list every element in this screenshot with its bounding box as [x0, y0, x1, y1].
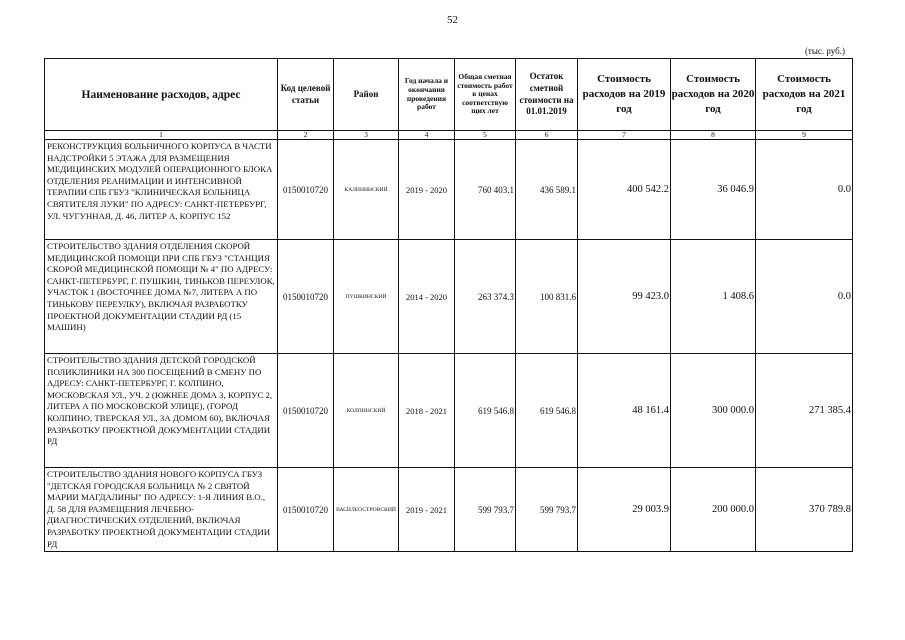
total-cost: 619 546.8: [455, 354, 516, 468]
table-row: [45, 354, 853, 468]
header-row: [45, 59, 853, 131]
header-district: Район: [334, 59, 399, 131]
column-number: 9: [756, 131, 853, 140]
column-number: 6: [516, 131, 578, 140]
cost-2020: 1 408.6: [671, 240, 756, 354]
work-years: 2014 - 2020: [399, 240, 455, 354]
expense-name: СТРОИТЕЛЬСТВО ЗДАНИЯ НОВОГО КОРПУСА ГБУЗ "ДЕТСКАЯ ГОРОДСКАЯ БОЛЬНИЦА № 2 СВЯТОЙ МАРИИ МАГДАЛИНЫ" ПО АДРЕСУ: 1-Я ЛИНИЯ В.О., Д. 58 ДЛЯ РАЗМЕЩЕНИЯ ЛЕЧЕБНО-ДИАГНОСТИЧЕСКИХ ОТДЕЛЕНИЙ, ВКЛЮЧАЯ РАЗРАБОТКУ ПРОЕКТНОЙ ДОКУМЕНТАЦИИ СТАДИИ РД: [45, 468, 278, 552]
expense-name: СТРОИТЕЛЬСТВО ЗДАНИЯ ОТДЕЛЕНИЯ СКОРОЙ МЕДИЦИНСКОЙ ПОМОЩИ ПРИ СПБ ГБУЗ "СТАНЦИЯ СКОРОЙ МЕДИЦИНСКОЙ ПОМОЩИ № 4" ПО АДРЕСУ: САНКТ-ПЕТЕРБУРГ, Г. ПУШКИН, ТИНЬКОВ ПЕРЕУЛОК, УЧАСТОК 1 (ВОСТОЧНЕЕ ДОМА №7, ЛИТЕРА А ПО ТИНЬКОВУ ПЕРЕУЛКУ), ВКЛЮЧАЯ РАЗРАБОТКУ ПРОЕКТНОЙ ДОКУМЕНТАЦИИ СТАДИИ РД (15 МАШИН): [45, 240, 278, 354]
table-row: [45, 468, 853, 552]
header-cost-2019: Стоимость расходов на 2019 год: [578, 59, 671, 131]
expense-name: СТРОИТЕЛЬСТВО ЗДАНИЯ ДЕТСКОЙ ГОРОДСКОЙ ПОЛИКЛИНИКИ НА 300 ПОСЕЩЕНИЙ В СМЕНУ ПО АДРЕСУ: САНКТ-ПЕТЕРБУРГ, Г. КОЛПИНО, МОСКОВСКАЯ УЛ., УЧ. 2 (ЮЖНЕЕ ДОМА 3, КОРПУС 2, ЛИТЕРА А ПО МОСКОВСКОЙ УЛИЦЕ), (ГОРОД КОЛПИНО, ТВЕРСКАЯ УЛ., ЗА ДОМОМ 60), ВКЛЮЧАЯ РАЗРАБОТКУ ПРОЕКТНОЙ ДОКУМЕНТАЦИИ СТАДИИ РД: [45, 354, 278, 468]
column-number: 1: [45, 131, 278, 140]
cost-2019: 29 003.9: [578, 468, 671, 552]
column-number: 3: [334, 131, 399, 140]
column-number-row: [45, 131, 853, 140]
column-number: 2: [278, 131, 334, 140]
header-name: Наименование расходов, адрес: [45, 59, 278, 131]
header-total-cost: Общая сметная стоимость работ в ценах соответствую щих лет: [455, 59, 516, 131]
header-remaining: Остаток сметной стоимости на 01.01.2019: [516, 59, 578, 131]
work-years: 2019 - 2020: [399, 140, 455, 240]
district: ПУШКИНСКИЙ: [334, 240, 399, 354]
cost-2020: 36 046.9: [671, 140, 756, 240]
remaining-cost: 436 589.1: [516, 140, 578, 240]
district: ВАСИЛЕОСТРОВСКИЙ: [334, 468, 399, 552]
target-code: 0150010720: [278, 140, 334, 240]
cost-2021: 0.0: [756, 240, 853, 354]
column-number: 7: [578, 131, 671, 140]
cost-2019: 99 423.0: [578, 240, 671, 354]
district: КОЛПИНСКИЙ: [334, 354, 399, 468]
target-code: 0150010720: [278, 240, 334, 354]
column-number: 8: [671, 131, 756, 140]
header-cost-2021: Стоимость расходов на 2021 год: [756, 59, 853, 131]
remaining-cost: 100 831.6: [516, 240, 578, 354]
units-note: (тыс. руб.): [804, 46, 845, 56]
expense-name: РЕКОНСТРУКЦИЯ БОЛЬНИЧНОГО КОРПУСА В ЧАСТИ НАДСТРОЙКИ 5 ЭТАЖА ДЛЯ РАЗМЕЩЕНИЯ МЕДИЦИНСКИХ МОДУЛЕЙ ОПЕРАЦИОННОГО БЛОКА ОТДЕЛЕНИЯ РЕАНИМАЦИИ И ИНТЕНСИВНОЙ ТЕРАПИИ СПБ ГБУЗ "КЛИНИЧЕСКАЯ БОЛЬНИЦА СВЯТИТЕЛЯ ЛУКИ" ПО АДРЕСУ: САНКТ-ПЕТЕРБУРГ, УЛ. ЧУГУННАЯ, Д. 46, ЛИТЕР А, КОРПУС 152: [45, 140, 278, 240]
column-number: 4: [399, 131, 455, 140]
page-number: 52: [447, 14, 458, 26]
district: КАЛИНИНСКИЙ: [334, 140, 399, 240]
cost-2020: 300 000.0: [671, 354, 756, 468]
remaining-cost: 619 546.8: [516, 354, 578, 468]
cost-2021: 370 789.8: [756, 468, 853, 552]
cost-2021: 271 385.4: [756, 354, 853, 468]
target-code: 0150010720: [278, 468, 334, 552]
cost-2019: 48 161.4: [578, 354, 671, 468]
header-code: Код целевой статьи: [278, 59, 334, 131]
cost-2020: 200 000.0: [671, 468, 756, 552]
expenses-table: [44, 58, 853, 552]
work-years: 2019 - 2021: [399, 468, 455, 552]
cost-2019: 400 542.2: [578, 140, 671, 240]
cost-2021: 0.0: [756, 140, 853, 240]
work-years: 2018 - 2021: [399, 354, 455, 468]
header-cost-2020: Стоимость расходов на 2020 год: [671, 59, 756, 131]
header-years: Год начала и окончания проведения работ: [399, 59, 455, 131]
remaining-cost: 599 793.7: [516, 468, 578, 552]
table-row: [45, 240, 853, 354]
column-number: 5: [455, 131, 516, 140]
total-cost: 599 793.7: [455, 468, 516, 552]
total-cost: 760 403.1: [455, 140, 516, 240]
table-row: [45, 140, 853, 240]
total-cost: 263 374.3: [455, 240, 516, 354]
target-code: 0150010720: [278, 354, 334, 468]
